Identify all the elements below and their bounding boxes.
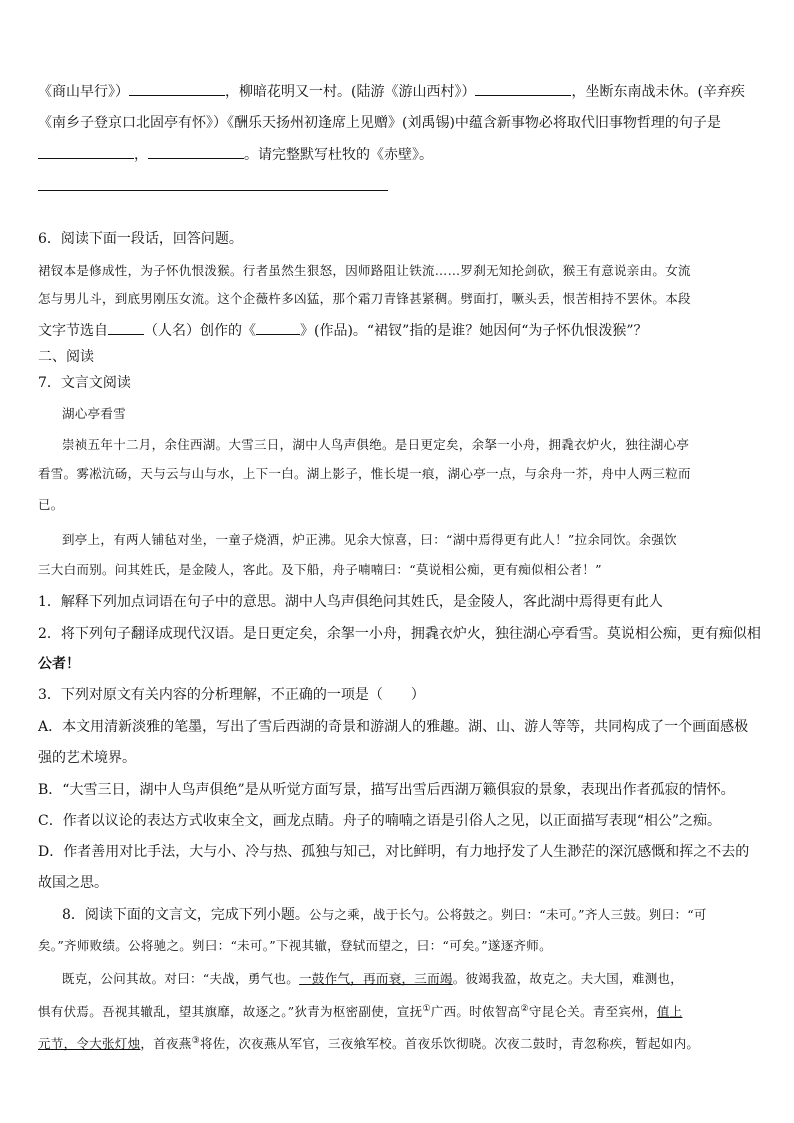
q5-text-3b: 。请完整默写杜牧的《赤壁》。 xyxy=(244,147,433,163)
q7-subq-3: 3．下列对原文有关内容的分析理解，不正确的一项是（ ） xyxy=(38,687,425,703)
q8-line-4 xyxy=(38,1000,682,1021)
q8-lead: 8．阅读下面的文言文，完成下列小题。 xyxy=(62,907,309,923)
q7-subq-2a: 2．将下列句子翻译成现代汉语。是日更定矣，余挐一小舟，拥毳衣炉火，独往湖心亭看雪。莫说相公痴，更有痴似相 xyxy=(38,626,761,642)
q8-text-4: 惧有伏焉。吾视其辙乱，望其旗靡，故逐之。”狄青为枢密副使，宣抚 xyxy=(38,1004,423,1020)
q8-underlined-phrase: 值上 xyxy=(656,1004,683,1020)
q5-text-1c: ，坐断东南战未休。(辛弃疾 xyxy=(571,84,745,100)
q5-line-1 xyxy=(38,83,745,101)
q7-title: 7．文言文阅读 xyxy=(38,375,131,391)
answer-blank[interactable] xyxy=(38,157,134,159)
q7-option-c: C．作者以议论的表达方式收束全文，画龙点睛。舟子的喃喃之语是引俗人之见，以正面描写表现“相公”之痴。 xyxy=(38,813,722,829)
q6-text-3a: 文字节选自 xyxy=(38,323,108,339)
q8-text-1: 公与之乘，战于长勺。公将鼓之。刿曰：“未可。”齐人三鼓。刿曰：“可 xyxy=(308,907,707,922)
q5-text-3a: ， xyxy=(134,147,148,163)
q8-line-5 xyxy=(38,1032,699,1053)
q7-option-d-2: 故国之思。 xyxy=(38,875,108,891)
q6-para-2: 怎与男儿斗，到底男刚压女流。这个企薇杵多凶猛，那个霜刀青锋甚紧稠。劈面打，噘头丢，恨苦相持不罢休。本段 xyxy=(38,291,691,306)
answer-blank[interactable] xyxy=(256,333,300,335)
q8-underlined-phrase: 一鼓作气，再而衰，三而竭 xyxy=(299,971,453,986)
answer-blank[interactable] xyxy=(148,157,244,159)
q8-line-2: 矣。”齐师败绩。公将驰之。刿曰：“未可。”下视其辙，登轼而望之，曰：“可矣。”遂逐齐师。 xyxy=(38,938,552,953)
footnote-marker: ② xyxy=(520,1004,529,1014)
q8-text-3a: 既克，公问其故。对曰：“夫战，勇气也。 xyxy=(62,971,300,986)
q5-line-3 xyxy=(38,146,433,164)
q5-text-1a: 《商山早行》） xyxy=(38,84,129,100)
q7-text-1c: 已。 xyxy=(38,497,64,512)
footnote-marker: ③ xyxy=(191,1036,200,1046)
q5-line-2: 《南乡子登京口北固亭有怀》）《酬乐天扬州初逢席上见赠》(刘禹锡)中蕴含新事物必将取代旧事物哲理的句子是 xyxy=(38,115,721,131)
q8-text-5b: 将佐，次夜燕从军官，三夜飨军校。首夜乐饮彻晓。次夜二鼓时，青忽称疾，暂起如内。 xyxy=(199,1036,700,1052)
answer-blank[interactable] xyxy=(108,333,144,335)
q7-text-1a: 崇祯五年十二月，余住西湖。大雪三日，湖中人鸟声俱绝。是日更定矣，余拏一小舟，拥毳衣炉火，独往湖心亭 xyxy=(62,437,690,452)
answer-blank[interactable] xyxy=(475,94,571,96)
q6-para-3 xyxy=(38,322,648,340)
q8-text-4c: 守昆仑关。青至宾州， xyxy=(528,1004,657,1020)
q7-option-d-1: D．作者善用对比手法，大与小、冷与热、孤独与知己，对比鲜明，有力地抒发了人生渺茫的深沉感慨和挥之不去的 xyxy=(38,844,750,860)
q6-para-1: 裙钗本是修成性，为子怀仇恨泼猴。行者虽然生狠怒，因师路阻让铁流……罗刹无知抡剑砍，猴王有意说亲由。女流 xyxy=(38,263,691,278)
answer-line[interactable] xyxy=(38,190,388,191)
q7-text-1b: 看雪。雾凇沆砀，天与云与山与水，上下一白。湖上影子，惟长堤一痕，湖心亭一点，与余舟一芥，舟中人两三粒而 xyxy=(38,466,691,481)
section-heading: 二、阅读 xyxy=(38,349,94,365)
q7-subq-2b: 公者！ xyxy=(38,656,80,672)
q7-text-2a: 到亭上，有两人铺毡对坐，一童子烧酒，炉正沸。见余大惊喜，曰：“湖中焉得更有此人！”拉余同饮。余强饮 xyxy=(62,532,677,547)
q8-text-5a: ，首夜燕 xyxy=(140,1036,192,1052)
q7-poem-title: 湖心亭看雪 xyxy=(62,406,127,421)
q7-text-2b: 三大白而别。问其姓氏，是金陵人，客此。及下船，舟子喃喃曰：“莫说相公痴，更有痴似相公者！” xyxy=(38,562,602,577)
q7-option-a-1: A．本文用清新淡雅的笔墨，写出了雪后西湖的奇景和游湖人的雅趣。湖、山、游人等等，共同构成了一个画面感极 xyxy=(38,719,749,735)
q7-option-b: B．“大雪三日，湖中人鸟声俱绝”是从听觉方面写景，描写出雪后西湖万籁俱寂的景象，表现出作者孤寂的情怀。 xyxy=(38,782,735,798)
q8-line-1 xyxy=(62,906,707,924)
q5-text-1b: ，柳暗花明又一村。(陆游《游山西村》） xyxy=(225,84,476,100)
q8-text-3b: 。彼竭我盈，故克之。夫大国，难测也， xyxy=(452,971,684,986)
q6-text-3b: （人名）创作的《 xyxy=(144,323,256,339)
q8-text-4b: 广西。时侬智高 xyxy=(430,1004,521,1020)
q7-subq-1: 1．解释下列加点词语在句子中的意思。湖中人鸟声俱绝问其姓氏，是金陵人，客此湖中焉得更有此人 xyxy=(38,594,663,610)
footnote-marker: ① xyxy=(422,1004,431,1014)
answer-blank[interactable] xyxy=(129,94,225,96)
q6-title: 6．阅读下面一段话，回答问题。 xyxy=(38,231,243,247)
q6-text-3c: 》(作品)。“裙钗”指的是谁？她因何“为子怀仇恨泼猴”？ xyxy=(300,323,648,339)
q7-option-a-2: 强的艺术境界。 xyxy=(38,750,136,766)
q8-line-3 xyxy=(62,970,683,988)
q8-underlined-phrase: 元节，令大张灯烛 xyxy=(38,1036,141,1052)
